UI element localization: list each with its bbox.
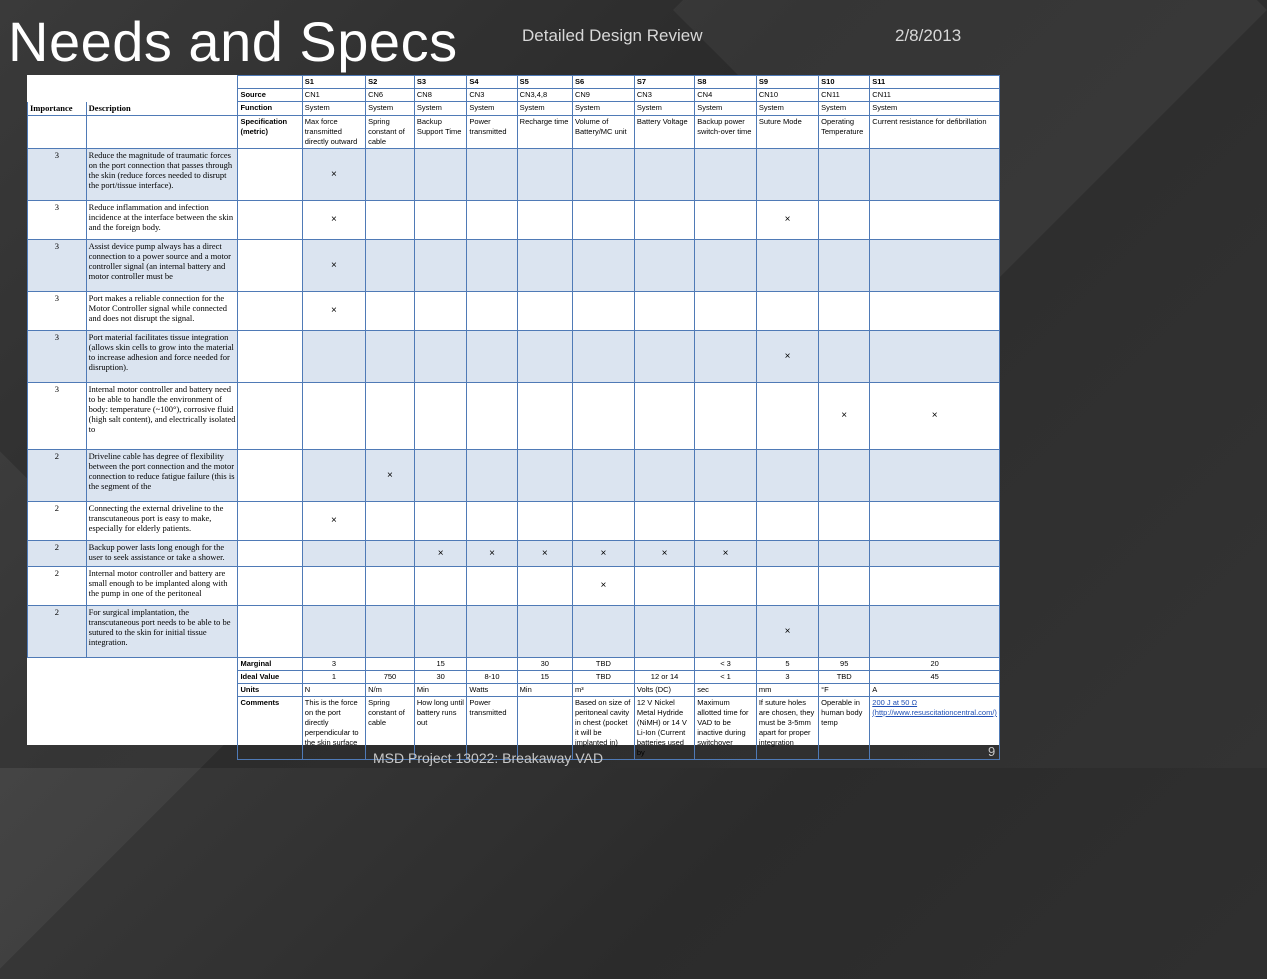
spec-id-cell: S9 xyxy=(756,76,818,89)
need-description: Reduce inflammation and infection incidence at the interface between the skin and the foreign body. xyxy=(86,201,238,240)
spec-id-cell: S6 xyxy=(572,76,634,89)
mark-cell xyxy=(414,240,467,292)
mark-cell xyxy=(695,331,757,383)
need-spacer xyxy=(238,201,302,240)
mark-cell xyxy=(695,502,757,541)
bottom-blank xyxy=(86,684,238,697)
spec-units-cell: mm xyxy=(756,684,818,697)
spec-id-cell: S11 xyxy=(870,76,1000,89)
mark-cell xyxy=(517,567,572,606)
spec-ideal-cell: 3 xyxy=(756,671,818,684)
mark-cell xyxy=(819,149,870,201)
header-blank xyxy=(86,76,238,89)
row-label-spec: Specification (metric) xyxy=(238,116,302,149)
description-header: Description xyxy=(86,102,238,116)
importance-cell: 2 xyxy=(28,541,87,567)
need-description: Internal motor controller and battery are small enough to be implanted along with the pump in one of the peritoneal xyxy=(86,567,238,606)
mark-cell xyxy=(366,201,415,240)
table-row xyxy=(28,567,1000,606)
need-spacer xyxy=(238,292,302,331)
mark-cell xyxy=(572,450,634,502)
mark-cell xyxy=(517,149,572,201)
mark-cell xyxy=(870,502,1000,541)
mark-cell xyxy=(366,541,415,567)
spec-function-cell: System xyxy=(870,102,1000,116)
mark-cell xyxy=(756,541,818,567)
mark-cell xyxy=(695,567,757,606)
spec-comment-cell: Based on size of peritoneal cavity in chest (pocket it will be implanted in) xyxy=(572,697,634,760)
mark-cell xyxy=(467,240,517,292)
spec-source-cell: CN3 xyxy=(634,89,694,102)
mark-cell: × xyxy=(695,541,757,567)
row-label-marginal: Marginal xyxy=(238,658,302,671)
mark-cell xyxy=(819,292,870,331)
mark-cell xyxy=(695,201,757,240)
mark-cell xyxy=(870,450,1000,502)
mark-cell xyxy=(756,450,818,502)
mark-cell xyxy=(366,502,415,541)
mark-cell xyxy=(870,201,1000,240)
spec-source-cell: CN10 xyxy=(756,89,818,102)
mark-cell: × xyxy=(302,201,365,240)
spec-function-cell: System xyxy=(467,102,517,116)
spec-marginal-cell: 20 xyxy=(870,658,1000,671)
table-row xyxy=(28,201,1000,240)
mark-cell xyxy=(695,450,757,502)
spec-ideal-cell: 8-10 xyxy=(467,671,517,684)
mark-cell: × xyxy=(302,240,365,292)
row-label-comment: Comments xyxy=(238,697,302,760)
needs-specs-table xyxy=(27,75,1000,760)
spec-ideal-cell: 45 xyxy=(870,671,1000,684)
table-row xyxy=(28,102,1000,116)
need-description: Reduce the magnitude of traumatic forces on the port connection that passes through the skin (reduce forces needed to disrupt the port/tissue interface). xyxy=(86,149,238,201)
spec-spec-cell: Battery Voltage xyxy=(634,116,694,149)
mark-cell xyxy=(414,331,467,383)
mark-cell xyxy=(756,567,818,606)
need-spacer xyxy=(238,149,302,201)
mark-cell: × xyxy=(414,541,467,567)
mark-cell xyxy=(634,331,694,383)
need-description: Assist device pump always has a direct connection to a power source and a motor controller signal (an internal battery and motor controller must be xyxy=(86,240,238,292)
spec-function-cell: System xyxy=(634,102,694,116)
mark-cell xyxy=(467,292,517,331)
importance-cell: 3 xyxy=(28,201,87,240)
spec-units-cell: N/m xyxy=(366,684,415,697)
spec-spec-cell: Operating Temperature xyxy=(819,116,870,149)
mark-cell xyxy=(819,201,870,240)
mark-cell xyxy=(366,149,415,201)
spec-source-cell: CN9 xyxy=(572,89,634,102)
mark-cell xyxy=(517,450,572,502)
mark-cell: × xyxy=(302,292,365,331)
row-label-function: Function xyxy=(238,102,302,116)
spec-function-cell: System xyxy=(819,102,870,116)
spec-source-cell: CN3,4,8 xyxy=(517,89,572,102)
spec-units-cell: A xyxy=(870,684,1000,697)
mark-cell xyxy=(414,383,467,450)
bottom-blank xyxy=(28,658,87,671)
table-row xyxy=(28,383,1000,450)
mark-cell xyxy=(467,450,517,502)
spec-ideal-cell: 1 xyxy=(302,671,365,684)
spec-id-cell: S10 xyxy=(819,76,870,89)
spec-spec-cell: Recharge time xyxy=(517,116,572,149)
mark-cell xyxy=(414,450,467,502)
mark-cell xyxy=(870,331,1000,383)
mark-cell: × xyxy=(366,450,415,502)
mark-cell xyxy=(572,606,634,658)
spec-source-cell: CN1 xyxy=(302,89,365,102)
spec-spec-cell: Backup power switch-over time xyxy=(695,116,757,149)
mark-cell xyxy=(756,149,818,201)
importance-cell: 3 xyxy=(28,331,87,383)
header-corner xyxy=(238,76,302,89)
mark-cell xyxy=(467,201,517,240)
mark-cell xyxy=(572,149,634,201)
mark-cell xyxy=(572,292,634,331)
spec-comment-cell: Operable in human body temp xyxy=(819,697,870,760)
need-description: Connecting the external driveline to the transcutaneous port is easy to make, especially for elderly patients. xyxy=(86,502,238,541)
mark-cell xyxy=(634,450,694,502)
mark-cell: × xyxy=(756,201,818,240)
spec-ideal-cell: 15 xyxy=(517,671,572,684)
spec-comment-cell: This is the force on the port directly perpendicular to the skin surface xyxy=(302,697,365,760)
mark-cell: × xyxy=(870,383,1000,450)
mark-cell xyxy=(819,502,870,541)
importance-cell: 3 xyxy=(28,240,87,292)
mark-cell xyxy=(414,149,467,201)
spec-function-cell: System xyxy=(517,102,572,116)
mark-cell xyxy=(366,567,415,606)
mark-cell xyxy=(414,201,467,240)
row-label-source: Source xyxy=(238,89,302,102)
mark-cell xyxy=(634,567,694,606)
spec-spec-cell: Max force transmitted directly outward xyxy=(302,116,365,149)
mark-cell xyxy=(414,502,467,541)
mark-cell xyxy=(467,149,517,201)
need-spacer xyxy=(238,541,302,567)
mark-cell xyxy=(870,606,1000,658)
spec-spec-cell: Power transmitted xyxy=(467,116,517,149)
need-description: Backup power lasts long enough for the user to seek assistance or take a shower. xyxy=(86,541,238,567)
mark-cell xyxy=(366,331,415,383)
mark-cell xyxy=(517,201,572,240)
table-row xyxy=(28,606,1000,658)
spec-function-cell: System xyxy=(756,102,818,116)
spec-marginal-cell: TBD xyxy=(572,658,634,671)
mark-cell: × xyxy=(517,541,572,567)
bottom-blank xyxy=(86,658,238,671)
mark-cell xyxy=(366,383,415,450)
mark-cell xyxy=(467,383,517,450)
mark-cell xyxy=(695,383,757,450)
spec-function-cell: System xyxy=(572,102,634,116)
table-row xyxy=(28,684,1000,697)
mark-cell: × xyxy=(819,383,870,450)
page-number: 9 xyxy=(988,744,996,759)
spec-marginal-cell: 3 xyxy=(302,658,365,671)
spec-marginal-cell: < 3 xyxy=(695,658,757,671)
mark-cell xyxy=(634,383,694,450)
mark-cell xyxy=(756,383,818,450)
need-description: Internal motor controller and battery need to be able to handle the environment of body: temperature (~100°), corrosive fluid (high salt content), and electrically isolated to xyxy=(86,383,238,450)
need-spacer xyxy=(238,383,302,450)
mark-cell xyxy=(756,502,818,541)
spec-source-cell: CN8 xyxy=(414,89,467,102)
spec-marginal-cell xyxy=(634,658,694,671)
page-title: Needs and Specs xyxy=(8,10,458,73)
spec-id-cell: S2 xyxy=(366,76,415,89)
spec-function-cell: System xyxy=(366,102,415,116)
mark-cell xyxy=(634,606,694,658)
spec-units-cell: N xyxy=(302,684,365,697)
spec-comment-cell: Spring constant of cable xyxy=(366,697,415,760)
spec-function-cell: System xyxy=(302,102,365,116)
table-row xyxy=(28,502,1000,541)
header-blank xyxy=(28,76,87,89)
spec-units-cell: Watts xyxy=(467,684,517,697)
reference-link[interactable]: 200 J at 50 Ω (http://www.resuscitationcentral.com/) xyxy=(872,698,997,717)
spec-spec-cell: Spring constant of cable xyxy=(366,116,415,149)
spec-marginal-cell: 5 xyxy=(756,658,818,671)
table-row xyxy=(28,671,1000,684)
need-description: Port makes a reliable connection for the Motor Controller signal while connected and does not disrupt the signal. xyxy=(86,292,238,331)
spec-id-cell: S8 xyxy=(695,76,757,89)
mark-cell xyxy=(870,567,1000,606)
header-blank xyxy=(86,116,238,149)
spec-ideal-cell: < 1 xyxy=(695,671,757,684)
spec-marginal-cell xyxy=(467,658,517,671)
spec-source-cell: CN4 xyxy=(695,89,757,102)
importance-cell: 3 xyxy=(28,292,87,331)
need-spacer xyxy=(238,450,302,502)
spec-id-cell: S4 xyxy=(467,76,517,89)
table-row xyxy=(28,450,1000,502)
spec-comment-cell: Power transmitted xyxy=(467,697,517,760)
table-row xyxy=(28,658,1000,671)
spec-marginal-cell: 30 xyxy=(517,658,572,671)
mark-cell xyxy=(572,383,634,450)
slide-footer: MSD Project 13022: Breakaway VAD xyxy=(373,750,604,766)
table-row xyxy=(28,89,1000,102)
spec-units-cell: sec xyxy=(695,684,757,697)
spec-units-cell: Volts (DC) xyxy=(634,684,694,697)
spec-function-cell: System xyxy=(414,102,467,116)
mark-cell xyxy=(572,331,634,383)
mark-cell xyxy=(517,502,572,541)
spec-table-image xyxy=(27,75,1000,757)
row-label-units: Units xyxy=(238,684,302,697)
slide-subtitle: Detailed Design Review xyxy=(522,26,703,45)
mark-cell xyxy=(302,567,365,606)
mark-cell: × xyxy=(634,541,694,567)
spec-id-cell: S1 xyxy=(302,76,365,89)
spec-units-cell: °F xyxy=(819,684,870,697)
table-row xyxy=(28,116,1000,149)
spec-source-cell: CN3 xyxy=(467,89,517,102)
spec-id-cell: S7 xyxy=(634,76,694,89)
table-row xyxy=(28,541,1000,567)
mark-cell: × xyxy=(572,541,634,567)
spec-comment-cell: 12 V Nickel Metal Hydride (NiMH) or 14 V Li-Ion (Current batteries used by xyxy=(634,697,694,760)
mark-cell xyxy=(819,331,870,383)
mark-cell xyxy=(819,567,870,606)
spec-marginal-cell xyxy=(366,658,415,671)
table-row xyxy=(28,292,1000,331)
spec-spec-cell: Backup Support Time xyxy=(414,116,467,149)
spec-ideal-cell: TBD xyxy=(819,671,870,684)
spec-source-cell: CN6 xyxy=(366,89,415,102)
importance-cell: 3 xyxy=(28,149,87,201)
spec-spec-cell: Current resistance for defibrillation xyxy=(870,116,1000,149)
spec-comment-cell: If suture holes are chosen, they must be 3-5mm apart for proper integration xyxy=(756,697,818,760)
spec-source-cell: CN11 xyxy=(819,89,870,102)
bottom-blank xyxy=(28,684,87,697)
mark-cell xyxy=(517,292,572,331)
mark-cell xyxy=(414,292,467,331)
mark-cell xyxy=(634,201,694,240)
mark-cell xyxy=(302,606,365,658)
spec-id-cell: S3 xyxy=(414,76,467,89)
mark-cell xyxy=(517,240,572,292)
need-description: Driveline cable has degree of flexibility between the port connection and the motor connection to reduce fatigue failure (this is the segment of the xyxy=(86,450,238,502)
spec-id-cell: S5 xyxy=(517,76,572,89)
mark-cell: × xyxy=(756,331,818,383)
spec-ideal-cell: 12 or 14 xyxy=(634,671,694,684)
importance-cell: 3 xyxy=(28,383,87,450)
importance-cell: 2 xyxy=(28,567,87,606)
mark-cell xyxy=(517,606,572,658)
mark-cell xyxy=(634,502,694,541)
mark-cell xyxy=(572,201,634,240)
table-row xyxy=(28,331,1000,383)
table-row xyxy=(28,240,1000,292)
mark-cell xyxy=(756,240,818,292)
mark-cell xyxy=(870,541,1000,567)
mark-cell xyxy=(634,240,694,292)
spec-ideal-cell: 750 xyxy=(366,671,415,684)
mark-cell xyxy=(302,450,365,502)
need-spacer xyxy=(238,331,302,383)
mark-cell xyxy=(467,502,517,541)
mark-cell: × xyxy=(302,502,365,541)
mark-cell xyxy=(467,331,517,383)
row-label-ideal: Ideal Value xyxy=(238,671,302,684)
header-blank xyxy=(86,89,238,102)
importance-cell: 2 xyxy=(28,606,87,658)
mark-cell xyxy=(756,292,818,331)
importance-cell: 2 xyxy=(28,450,87,502)
mark-cell xyxy=(366,240,415,292)
importance-cell: 2 xyxy=(28,502,87,541)
bottom-blank xyxy=(86,671,238,684)
mark-cell xyxy=(634,292,694,331)
table-row xyxy=(28,76,1000,89)
mark-cell xyxy=(467,606,517,658)
mark-cell xyxy=(572,240,634,292)
mark-cell xyxy=(695,606,757,658)
spec-ideal-cell: TBD xyxy=(572,671,634,684)
need-description: Port material facilitates tissue integration (allows skin cells to grow into the material to increase adhesion and force needed for disruption). xyxy=(86,331,238,383)
mark-cell xyxy=(870,240,1000,292)
spec-function-cell: System xyxy=(695,102,757,116)
mark-cell xyxy=(819,240,870,292)
spec-units-cell: Min xyxy=(414,684,467,697)
spec-marginal-cell: 15 xyxy=(414,658,467,671)
mark-cell: × xyxy=(302,149,365,201)
header-blank xyxy=(28,89,87,102)
need-description: For surgical implantation, the transcutaneous port needs to be able to be sutured to the skin for initial tissue integration. xyxy=(86,606,238,658)
spec-ideal-cell: 30 xyxy=(414,671,467,684)
mark-cell xyxy=(302,541,365,567)
mark-cell xyxy=(366,292,415,331)
header-blank xyxy=(28,116,87,149)
mark-cell xyxy=(870,292,1000,331)
mark-cell xyxy=(517,383,572,450)
mark-cell xyxy=(414,567,467,606)
spec-spec-cell: Suture Mode xyxy=(756,116,818,149)
mark-cell xyxy=(302,331,365,383)
need-spacer xyxy=(238,567,302,606)
mark-cell xyxy=(414,606,467,658)
spec-units-cell: Min xyxy=(517,684,572,697)
mark-cell xyxy=(695,292,757,331)
mark-cell: × xyxy=(756,606,818,658)
mark-cell xyxy=(366,606,415,658)
spec-comment-cell xyxy=(870,697,1000,760)
mark-cell: × xyxy=(572,567,634,606)
mark-cell xyxy=(819,606,870,658)
bottom-blank xyxy=(28,671,87,684)
mark-cell: × xyxy=(467,541,517,567)
slide-date: 2/8/2013 xyxy=(895,26,962,45)
spec-source-cell: CN11 xyxy=(870,89,1000,102)
importance-header: Importance xyxy=(28,102,87,116)
spec-comment-cell: Maximum allotted time for VAD to be inactive during switchover xyxy=(695,697,757,760)
mark-cell xyxy=(572,502,634,541)
need-spacer xyxy=(238,502,302,541)
mark-cell xyxy=(819,541,870,567)
mark-cell xyxy=(517,331,572,383)
spec-units-cell: m³ xyxy=(572,684,634,697)
need-spacer xyxy=(238,606,302,658)
mark-cell xyxy=(870,149,1000,201)
mark-cell xyxy=(467,567,517,606)
spec-marginal-cell: 95 xyxy=(819,658,870,671)
spec-comment-cell: How long until battery runs out xyxy=(414,697,467,760)
mark-cell xyxy=(302,383,365,450)
bottom-blank xyxy=(28,697,87,760)
mark-cell xyxy=(819,450,870,502)
need-spacer xyxy=(238,240,302,292)
mark-cell xyxy=(634,149,694,201)
bottom-blank xyxy=(86,697,238,760)
table-row xyxy=(28,149,1000,201)
spec-spec-cell: Volume of Battery/MC unit xyxy=(572,116,634,149)
mark-cell xyxy=(695,149,757,201)
mark-cell xyxy=(695,240,757,292)
